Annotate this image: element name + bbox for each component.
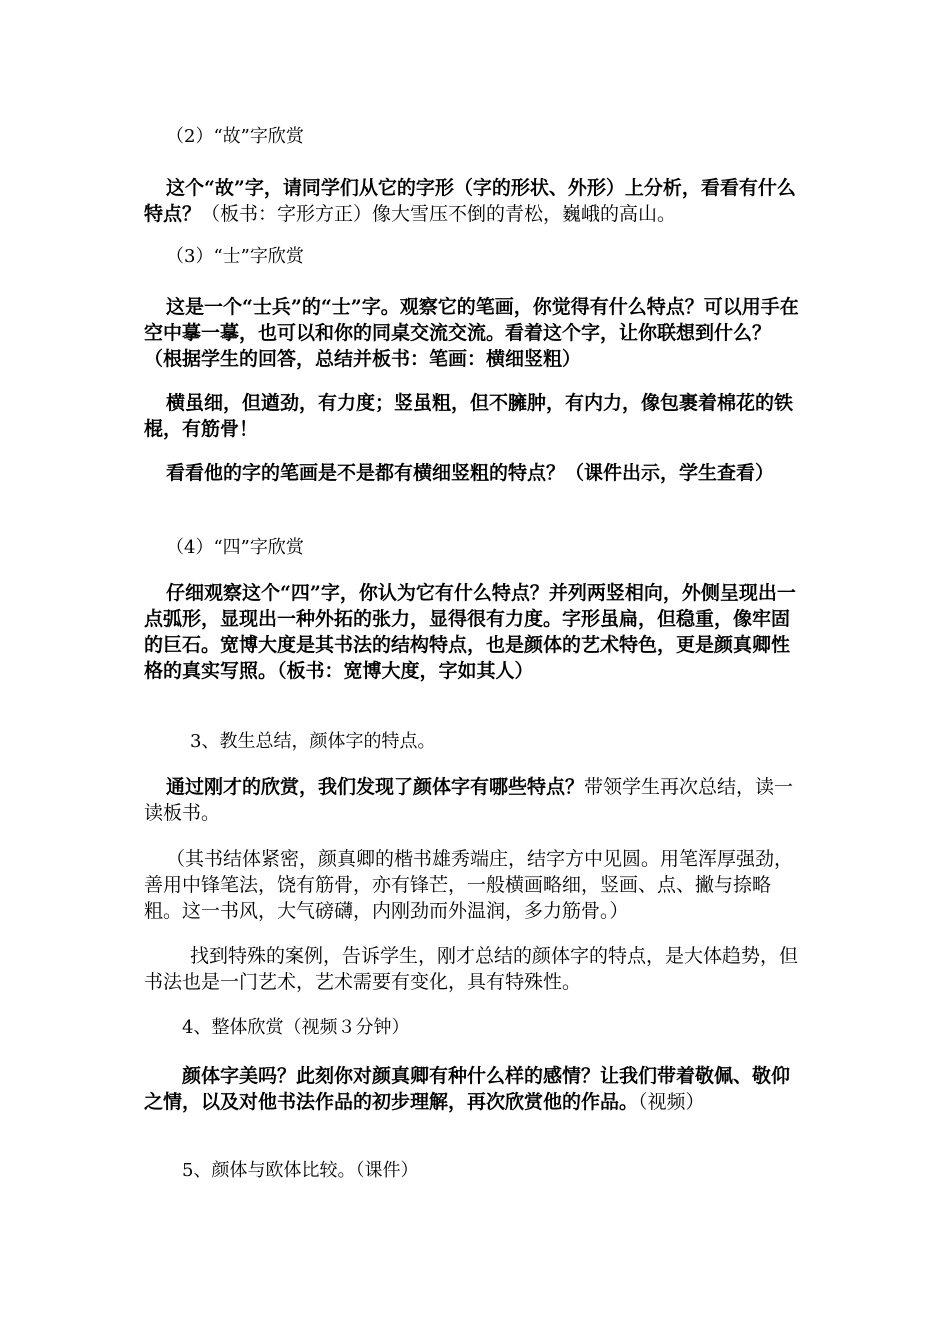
paragraph-overall-normal: （视频） [638, 1091, 705, 1113]
paragraph-summary-normal: 带领学生再次总结，读一读板书。 [144, 776, 794, 824]
paragraph-special: 找到特殊的案例，告诉学生，刚才总结的颜体字的特点，是大体趋势，但书法也是一门艺术，艺术需要有变化，具有特殊性。 [144, 945, 799, 993]
paragraph-summary [144, 774, 808, 826]
section-heading-si: （4）“四”字欣赏 [166, 537, 304, 558]
paragraph-gu-bold: 这个“故”字，请同学们从它的字形（字的形状、外形）上分析，看看有什么特点？ [144, 177, 796, 225]
paragraph-shi: 这是一个“士兵”的“士”字。观察它的笔画，你觉得有什么特点？可以用手在空中摹一摹，也可以和你的同桌交流交流。看着这个字，让你联想到什么？（根据学生的回答，总结并板书：笔画：横细竖粗） [144, 296, 799, 370]
section-heading-overall: 4、整体欣赏（视频３分钟） [182, 1017, 410, 1038]
paragraph-kankan: 看看他的字的笔画是不是都有横细竖粗的特点？（课件出示，学生查看） [166, 462, 775, 484]
paragraph-si: 仔细观察这个“四”字，你认为它有什么特点？并列两竖相向，外侧呈现出一点弧形，显现出一种外拓的张力，显得很有力度。字形虽扁，但稳重，像牢固的巨石。宽博大度是其书法的结构特点，也是颜体的艺术特色，更是颜真卿性格的真实写照。（板书：宽博大度，字如其人） [144, 582, 796, 682]
paragraph-overall-bold: 颜体字美吗？此刻你对颜真卿有种什么样的感情？让我们带着敬佩、敬仰之情，以及对他书法作品的初步理解，再次欣赏他的作品。 [144, 1065, 791, 1113]
section-heading-compare: 5、颜体与欧体比较。（课件） [182, 1160, 419, 1181]
paragraph-heng: 横虽细，但遒劲，有力度；竖虽粗，但不臃肿，有内力，像包裹着棉花的铁棍，有筋骨！ [144, 392, 794, 440]
paragraph-overall [144, 1063, 808, 1115]
paragraph-gu-normal: （板书：字形方正）像大雪压不倒的青松，巍峨的高山。 [201, 203, 677, 225]
paragraph-summary-bold: 通过刚才的欣赏，我们发现了颜体字有哪些特点？ [166, 776, 585, 798]
section-heading-gu: （2）“故”字欣赏 [166, 126, 304, 147]
section-heading-summary: 3、教生总结，颜体字的特点。 [190, 731, 436, 752]
paragraph-features: （其书结体紧密，颜真卿的楷书雄秀端庄，结字方中见圆。用笔浑厚强劲，善用中锋笔法，饶有筋骨，亦有锋芒，一般横画略细，竖画、点、撇与捺略粗。这一书风，大气磅礴，内刚劲而外温润，多力筋骨。） [144, 848, 794, 922]
section-heading-shi: （3）“士”字欣赏 [166, 246, 304, 267]
paragraph-gu [144, 175, 808, 227]
